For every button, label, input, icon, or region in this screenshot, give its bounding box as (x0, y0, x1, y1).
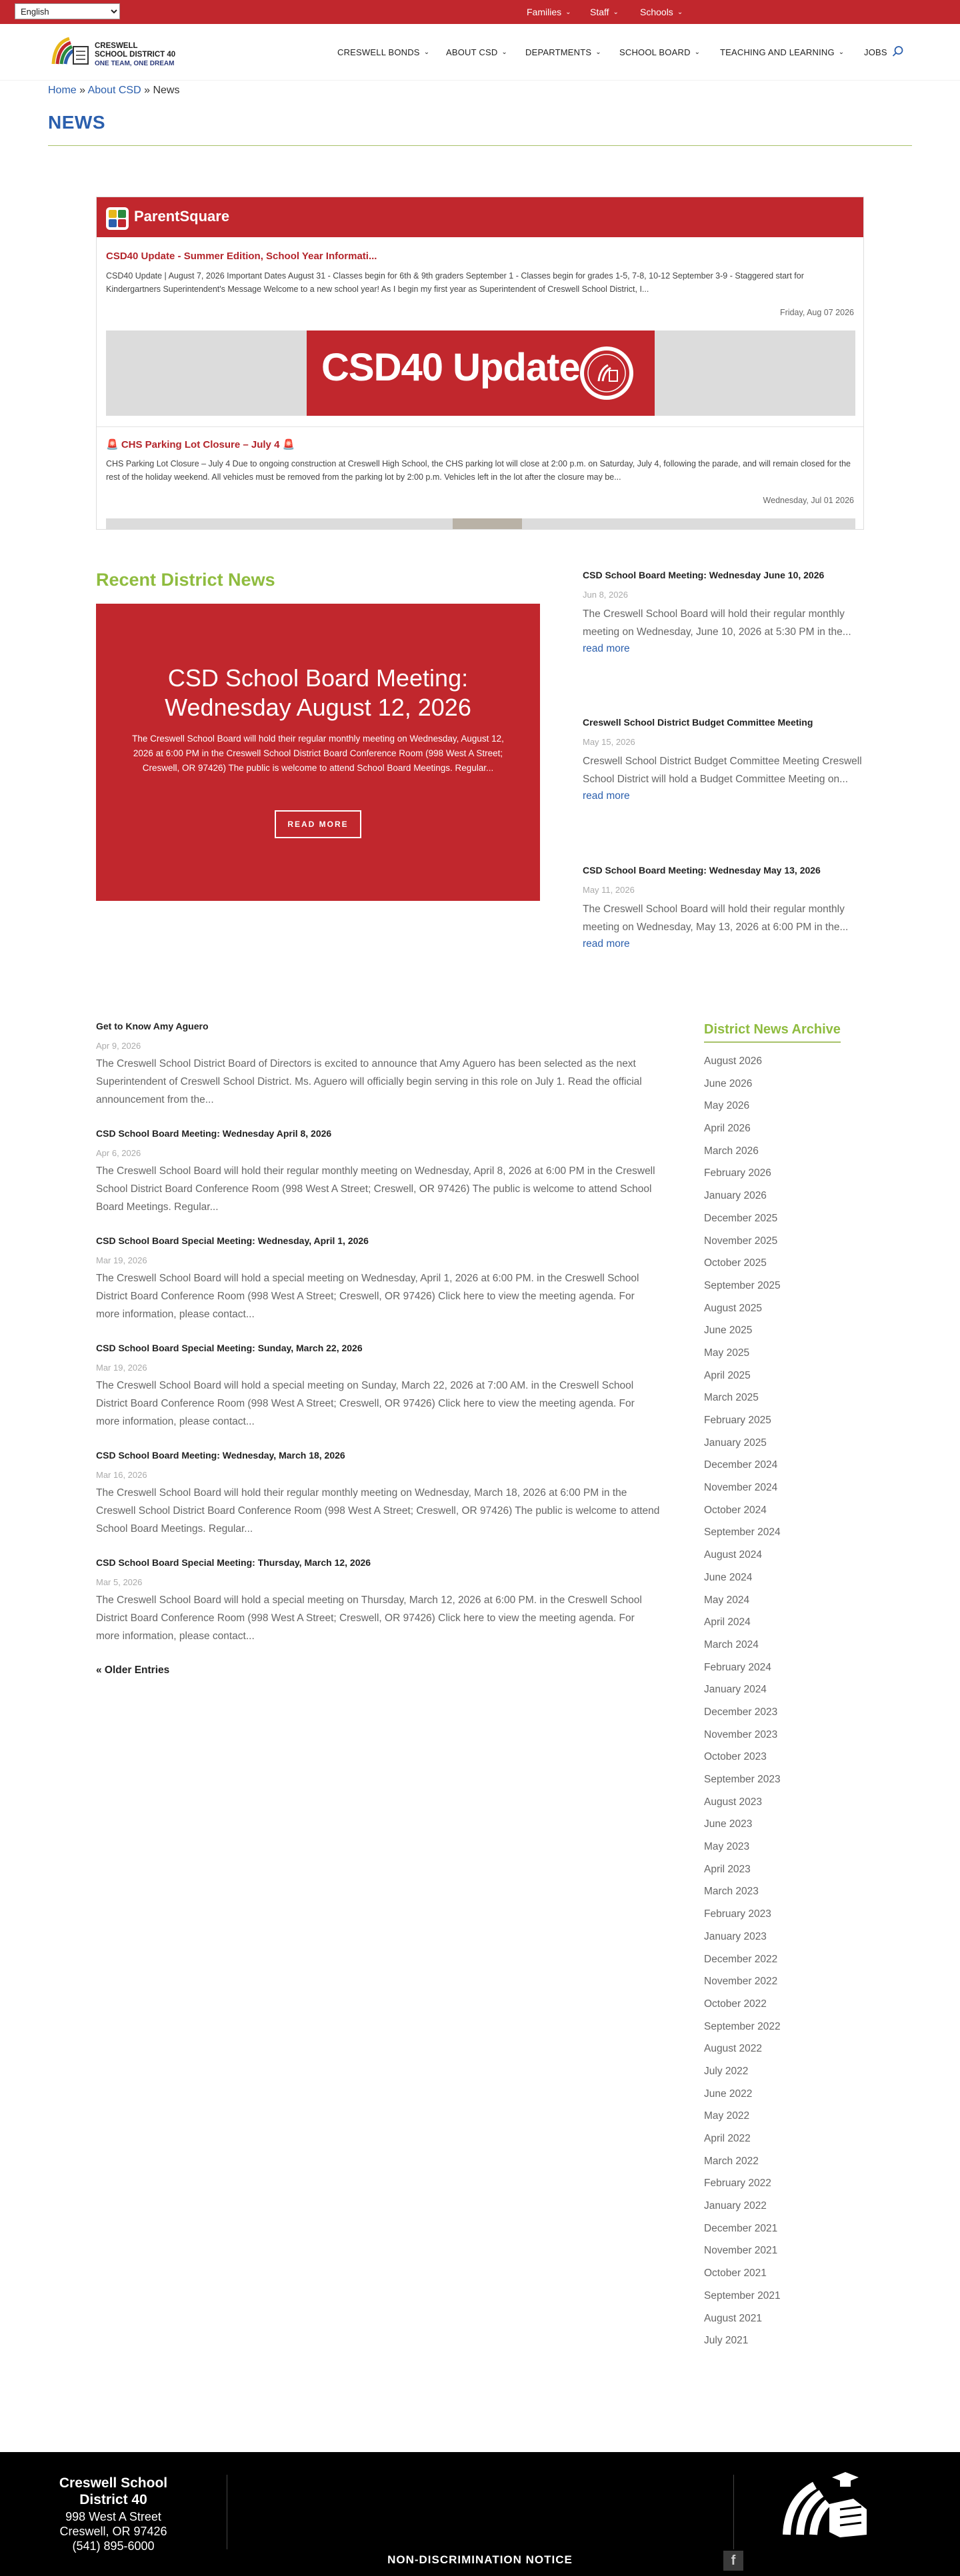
archive-month-link[interactable]: January 2024 (704, 1684, 767, 1696)
featured-post-excerpt: The Creswell School Board will hold their regular monthly meeting on Wednesday, August 12, 2026 at 6:00 PM in the Creswell School District Board Conference Room (998 West A Street; Creswell, OR 97426) The public is welcome to attend School Board Meetings. Regular... (132, 734, 504, 773)
news-item-date: Mar 5, 2026 (96, 1577, 143, 1587)
logo-tagline: ONE TEAM, ONE DREAM (95, 60, 175, 67)
archive-month-link[interactable]: April 2024 (704, 1616, 751, 1628)
news-item-excerpt: The Creswell School Board will hold a special meeting on Wednesday, April 1, 2026 at 6:00 PM. in the Creswell School District Board Conference Room (998 West A Street; Creswell, OR 97426) Click here to view the meeting agenda. For more information, please contact... (96, 1273, 639, 1320)
breadcrumb-separator: » (79, 85, 86, 96)
archive-month-link[interactable]: October 2024 (704, 1504, 767, 1516)
nav-creswell-bonds[interactable] (337, 24, 429, 80)
side-post-excerpt: The Creswell School Board will hold their regular monthly meeting on Wednesday, June 10, 2026 at 5:30 PM in the... (583, 608, 851, 638)
news-item-date: Apr 6, 2026 (96, 1148, 141, 1158)
archive-month-link[interactable]: August 2025 (704, 1302, 763, 1314)
archive-month-link[interactable]: February 2023 (704, 1908, 771, 1920)
archive-month-link[interactable]: October 2021 (704, 2267, 767, 2279)
chevron-down-icon: ⌄ (565, 8, 571, 16)
archive-month-link[interactable]: December 2021 (704, 2222, 778, 2234)
footer-logo-icon (773, 2465, 873, 2545)
nav-label: TEACHING AND LEARNING (720, 47, 835, 57)
nav-school-board[interactable] (619, 24, 700, 80)
archive-month-link[interactable]: November 2021 (704, 2245, 778, 2257)
ps-post-divider (97, 426, 864, 427)
parentsquare-feed[interactable] (96, 197, 864, 530)
archive-month-link[interactable]: January 2026 (704, 1190, 767, 1202)
archive-month-link[interactable]: August 2023 (704, 1796, 763, 1808)
ps-post-title[interactable]: CSD40 Update - Summer Edition, School Year Informati... (106, 251, 377, 262)
archive-month-link[interactable]: August 2026 (704, 1055, 763, 1067)
ps-post-banner[interactable] (106, 518, 855, 530)
ps-post-date: Wednesday, Jul 01 2026 (763, 496, 854, 505)
archive-list (704, 1055, 781, 2357)
read-more-link[interactable]: read more (583, 938, 630, 950)
news-item (96, 1343, 660, 1431)
recent-news-heading: Recent District News (96, 570, 275, 590)
news-item-title[interactable]: Get to Know Amy Aguero (96, 1021, 209, 1031)
archive-month-link[interactable]: June 2026 (704, 1077, 753, 1089)
topnav-staff[interactable] (590, 0, 619, 24)
footer-divider (733, 2475, 734, 2549)
side-post (583, 570, 864, 657)
search-icon[interactable] (892, 45, 904, 57)
chevron-down-icon: ⌄ (501, 48, 508, 56)
topnav-families[interactable] (527, 0, 571, 24)
nav-label: SCHOOL BOARD (619, 47, 691, 57)
archive-heading: District News Archive (704, 1022, 841, 1043)
footer-address-line: 998 West A Street (65, 2510, 161, 2523)
news-item-title[interactable]: CSD School Board Special Meeting: Thursday, March 12, 2026 (96, 1557, 371, 1568)
breadcrumb-current: News (153, 85, 180, 96)
news-item-date: Mar 16, 2026 (96, 1470, 147, 1480)
logo-wordmark (95, 42, 175, 59)
chevron-down-icon: ⌄ (677, 8, 683, 16)
archive-month-link[interactable]: December 2025 (704, 1212, 778, 1224)
nav-jobs[interactable] (864, 24, 887, 80)
nav-label: JOBS (864, 47, 887, 57)
news-item-date: Mar 19, 2026 (96, 1363, 147, 1373)
parentsquare-brand: ParentSquare (134, 208, 230, 225)
parentsquare-logo-icon (106, 207, 129, 230)
ps-banner-image (453, 518, 522, 530)
archive-month-link[interactable]: September 2024 (704, 1527, 781, 1539)
archive-month-link[interactable]: May 2025 (704, 1347, 750, 1359)
chevron-down-icon: ⌄ (838, 48, 845, 56)
news-item (96, 1128, 660, 1216)
title-divider (48, 145, 912, 146)
district-logo-mark (48, 33, 92, 71)
archive-month-link[interactable]: November 2025 (704, 1235, 778, 1247)
site-header (0, 24, 960, 80)
topnav-families-label: Families (527, 7, 562, 17)
archive-month-link[interactable]: September 2022 (704, 2020, 781, 2032)
footer-district-name: Creswell School District 40 (59, 2475, 168, 2507)
side-post-date: May 11, 2026 (583, 885, 635, 895)
archive-month-link[interactable]: August 2024 (704, 1549, 763, 1561)
news-item (96, 1021, 660, 1109)
news-item (96, 1235, 660, 1323)
archive-month-link[interactable]: October 2022 (704, 1998, 767, 2010)
archive-month-link[interactable]: February 2022 (704, 2178, 771, 2190)
older-entries-link[interactable]: « Older Entries (96, 1664, 170, 1676)
breadcrumb-home-link[interactable]: Home (48, 85, 77, 96)
archive-month-link[interactable]: May 2024 (704, 1594, 750, 1606)
archive-month-link[interactable]: July 2021 (704, 2335, 749, 2347)
footer-address (33, 2509, 193, 2553)
archive-month-link[interactable]: June 2024 (704, 1571, 753, 1583)
archive-month-link[interactable]: October 2023 (704, 1751, 767, 1763)
archive-month-link[interactable]: April 2022 (704, 2133, 751, 2144)
news-item-date: Apr 9, 2026 (96, 1041, 141, 1051)
archive-month-link[interactable]: June 2023 (704, 1818, 753, 1830)
archive-month-link[interactable]: June 2025 (704, 1325, 753, 1337)
breadcrumb (48, 85, 179, 97)
archive-month-link[interactable]: March 2022 (704, 2155, 759, 2167)
archive-month-link[interactable]: September 2021 (704, 2289, 781, 2301)
news-item-title[interactable]: CSD School Board Special Meeting: Wednesday, April 1, 2026 (96, 1235, 369, 1246)
language-select[interactable] (15, 3, 120, 19)
archive-month-link[interactable]: April 2023 (704, 1863, 751, 1875)
news-item-excerpt: The Creswell School Board will hold a special meeting on Thursday, March 12, 2026 at 6:00 PM. in the Creswell School District Board Conference Room (998 West A Street; Creswell, OR 97426) Click here to view the meeting agenda. For more information, please contact... (96, 1595, 642, 1642)
nav-label: DEPARTMENTS (525, 47, 592, 57)
side-post-excerpt: The Creswell School Board will hold their regular monthly meeting on Wednesday, May 13, 2026 at 6:00 PM in the... (583, 904, 849, 933)
archive-month-link[interactable]: March 2026 (704, 1145, 759, 1157)
chevron-down-icon: ⌄ (595, 48, 601, 56)
district-seal-icon (579, 345, 635, 401)
news-item-date: Mar 19, 2026 (96, 1255, 147, 1265)
archive-month-link[interactable]: January 2025 (704, 1437, 767, 1449)
news-item (96, 1557, 660, 1645)
breadcrumb-about-link[interactable]: About CSD (87, 85, 141, 96)
archive-month-link[interactable]: April 2025 (704, 1369, 751, 1381)
archive-month-link[interactable]: August 2021 (704, 2312, 763, 2324)
archive-month-link[interactable]: March 2024 (704, 1638, 759, 1650)
top-utility-bar (0, 0, 960, 24)
side-post-date: May 15, 2026 (583, 737, 635, 747)
topnav-schools[interactable] (640, 0, 683, 24)
side-post-title[interactable]: CSD School Board Meeting: Wednesday May 13, 2026 (583, 865, 821, 876)
chevron-down-icon: ⌄ (613, 8, 619, 16)
archive-month-link[interactable]: November 2024 (704, 1482, 778, 1494)
side-post (583, 865, 864, 952)
archive-month-link[interactable]: February 2026 (704, 1167, 771, 1179)
nav-label: ABOUT CSD (446, 47, 498, 57)
ps-banner-image (307, 330, 655, 416)
archive-month-link[interactable]: November 2023 (704, 1728, 778, 1740)
news-item-title[interactable]: CSD School Board Meeting: Wednesday April 8, 2026 (96, 1128, 332, 1139)
ps-banner-text: CSD40 Update (321, 346, 580, 389)
archive-month-link[interactable]: March 2025 (704, 1392, 759, 1404)
archive-month-link[interactable]: September 2025 (704, 1279, 781, 1291)
side-post (583, 717, 864, 804)
logo-line-2: SCHOOL DISTRICT 40 (95, 51, 176, 59)
archive-month-link[interactable]: October 2025 (704, 1257, 767, 1269)
footer-address-line: Creswell, OR 97426 (59, 2525, 167, 2538)
archive-month-link[interactable]: January 2023 (704, 1930, 767, 1942)
site-footer (0, 2452, 960, 2576)
facebook-icon[interactable]: f (723, 2551, 743, 2571)
read-more-link[interactable]: read more (583, 643, 630, 654)
news-item-excerpt: The Creswell School Board will hold a special meeting on Sunday, March 22, 2026 at 7:00 AM. in the Creswell School District Board Conference Room (998 West A Street; Creswell, OR 97426) Click here to view the meeting agenda. For more information, please contact... (96, 1380, 635, 1427)
logo-line-1: CRESWELL (95, 42, 138, 50)
news-item-title[interactable]: CSD School Board Special Meeting: Sunday, March 22, 2026 (96, 1343, 363, 1353)
chevron-down-icon: ⌄ (423, 48, 430, 56)
archive-month-link[interactable]: August 2022 (704, 2043, 763, 2055)
breadcrumb-separator: » (144, 85, 151, 96)
nav-about-csd[interactable] (446, 24, 507, 80)
district-logo[interactable] (48, 33, 181, 71)
archive-month-link[interactable]: June 2022 (704, 2088, 753, 2100)
nav-label: CRESWELL BONDS (337, 47, 420, 57)
side-post-excerpt: Creswell School District Budget Committee Meeting Creswell School District will hold a Budget Committee Meeting on... (583, 756, 862, 785)
archive-month-link[interactable]: December 2022 (704, 1953, 778, 1965)
page-title: NEWS (48, 112, 105, 133)
archive-month-link[interactable]: November 2022 (704, 1976, 778, 1988)
news-item-excerpt: The Creswell School District Board of Directors is excited to announce that Amy Aguero has been selected as the next Superintendent of Creswell School District. Ms. Aguero will officially begin serving in this role on July 1. Read the official announcement from the... (96, 1058, 642, 1105)
archive-month-link[interactable]: February 2025 (704, 1415, 771, 1426)
archive-month-link[interactable]: March 2023 (704, 1886, 759, 1898)
news-item-title[interactable]: CSD School Board Meeting: Wednesday, March 18, 2026 (96, 1450, 345, 1461)
ps-post-title[interactable]: 🚨 CHS Parking Lot Closure – July 4 🚨 (106, 439, 295, 450)
archive-month-link[interactable]: May 2022 (704, 2110, 750, 2122)
archive-month-link[interactable]: September 2023 (704, 1774, 781, 1785)
ps-post-date: Friday, Aug 07 2026 (780, 308, 854, 317)
featured-post-title[interactable]: CSD School Board Meeting: Wednesday August 12, 2026 (165, 664, 471, 721)
archive-month-link[interactable]: July 2022 (704, 2065, 749, 2077)
topnav-staff-label: Staff (590, 7, 609, 17)
archive-month-link[interactable]: April 2026 (704, 1123, 751, 1135)
archive-month-link[interactable]: February 2024 (704, 1661, 771, 1673)
archive-month-link[interactable]: December 2023 (704, 1706, 778, 1718)
topnav-schools-label: Schools (640, 7, 673, 17)
read-more-button[interactable]: READ MORE (275, 810, 361, 838)
ps-post-body: CHS Parking Lot Closure – July 4 Due to ongoing construction at Creswell High School, the CHS parking lot will close at 2:00 p.m. on Saturday, July 4, following the parade, and will remain closed for the rest of the holiday weekend. All vehicles must be removed from the parking lot by 2:00 p.m. Vehicles left in the lot after the closure may be... (106, 459, 851, 482)
chevron-down-icon: ⌄ (694, 48, 701, 56)
news-item-excerpt: The Creswell School Board will hold their regular monthly meeting on Wednesday, April 8, 2026 at 6:00 PM in the Creswell School District Board Conference Room (998 West A Street; Creswell, OR 97426) The public is welcome to attend School Board Meetings. Regular... (96, 1165, 655, 1213)
archive-month-link[interactable]: May 2026 (704, 1100, 750, 1112)
side-post-title[interactable]: CSD School Board Meeting: Wednesday June 10, 2026 (583, 570, 825, 580)
featured-post (96, 604, 540, 901)
read-more-link[interactable]: read more (583, 790, 630, 802)
archive-month-link[interactable]: January 2022 (704, 2200, 767, 2212)
archive-month-link[interactable]: May 2023 (704, 1841, 750, 1853)
archive-month-link[interactable]: December 2024 (704, 1459, 778, 1471)
non-discrimination-link[interactable]: NON-DISCRIMINATION NOTICE (387, 2553, 573, 2566)
news-item-excerpt: The Creswell School Board will hold their regular monthly meeting on Wednesday, March 18, 2026 at 6:00 PM in the Creswell School District Board Conference Room (998 West A Street; Creswell, OR 97426) The public is welcome to attend School Board Meetings. Regular... (96, 1487, 660, 1535)
parentsquare-header (97, 197, 864, 237)
side-post-date: Jun 8, 2026 (583, 590, 628, 600)
news-item (96, 1450, 660, 1538)
ps-post-body: CSD40 Update | August 7, 2026 Important Dates August 31 - Classes begin for 6th & 9th graders September 1 - Classes begin for grades 1-5, 7-8, 10-12 September 3-9 - Staggered start for Kindergartners Superintendent's Message Welcome to a new school year! As I begin my first year as Superintendent of Creswell School District, I... (106, 271, 804, 294)
nav-departments[interactable] (525, 24, 601, 80)
ps-post-banner[interactable] (106, 330, 855, 416)
side-post-title[interactable]: Creswell School District Budget Committee Meeting (583, 717, 813, 728)
nav-teaching-and-learning[interactable] (720, 24, 844, 80)
footer-phone[interactable]: (541) 895-6000 (72, 2539, 155, 2553)
